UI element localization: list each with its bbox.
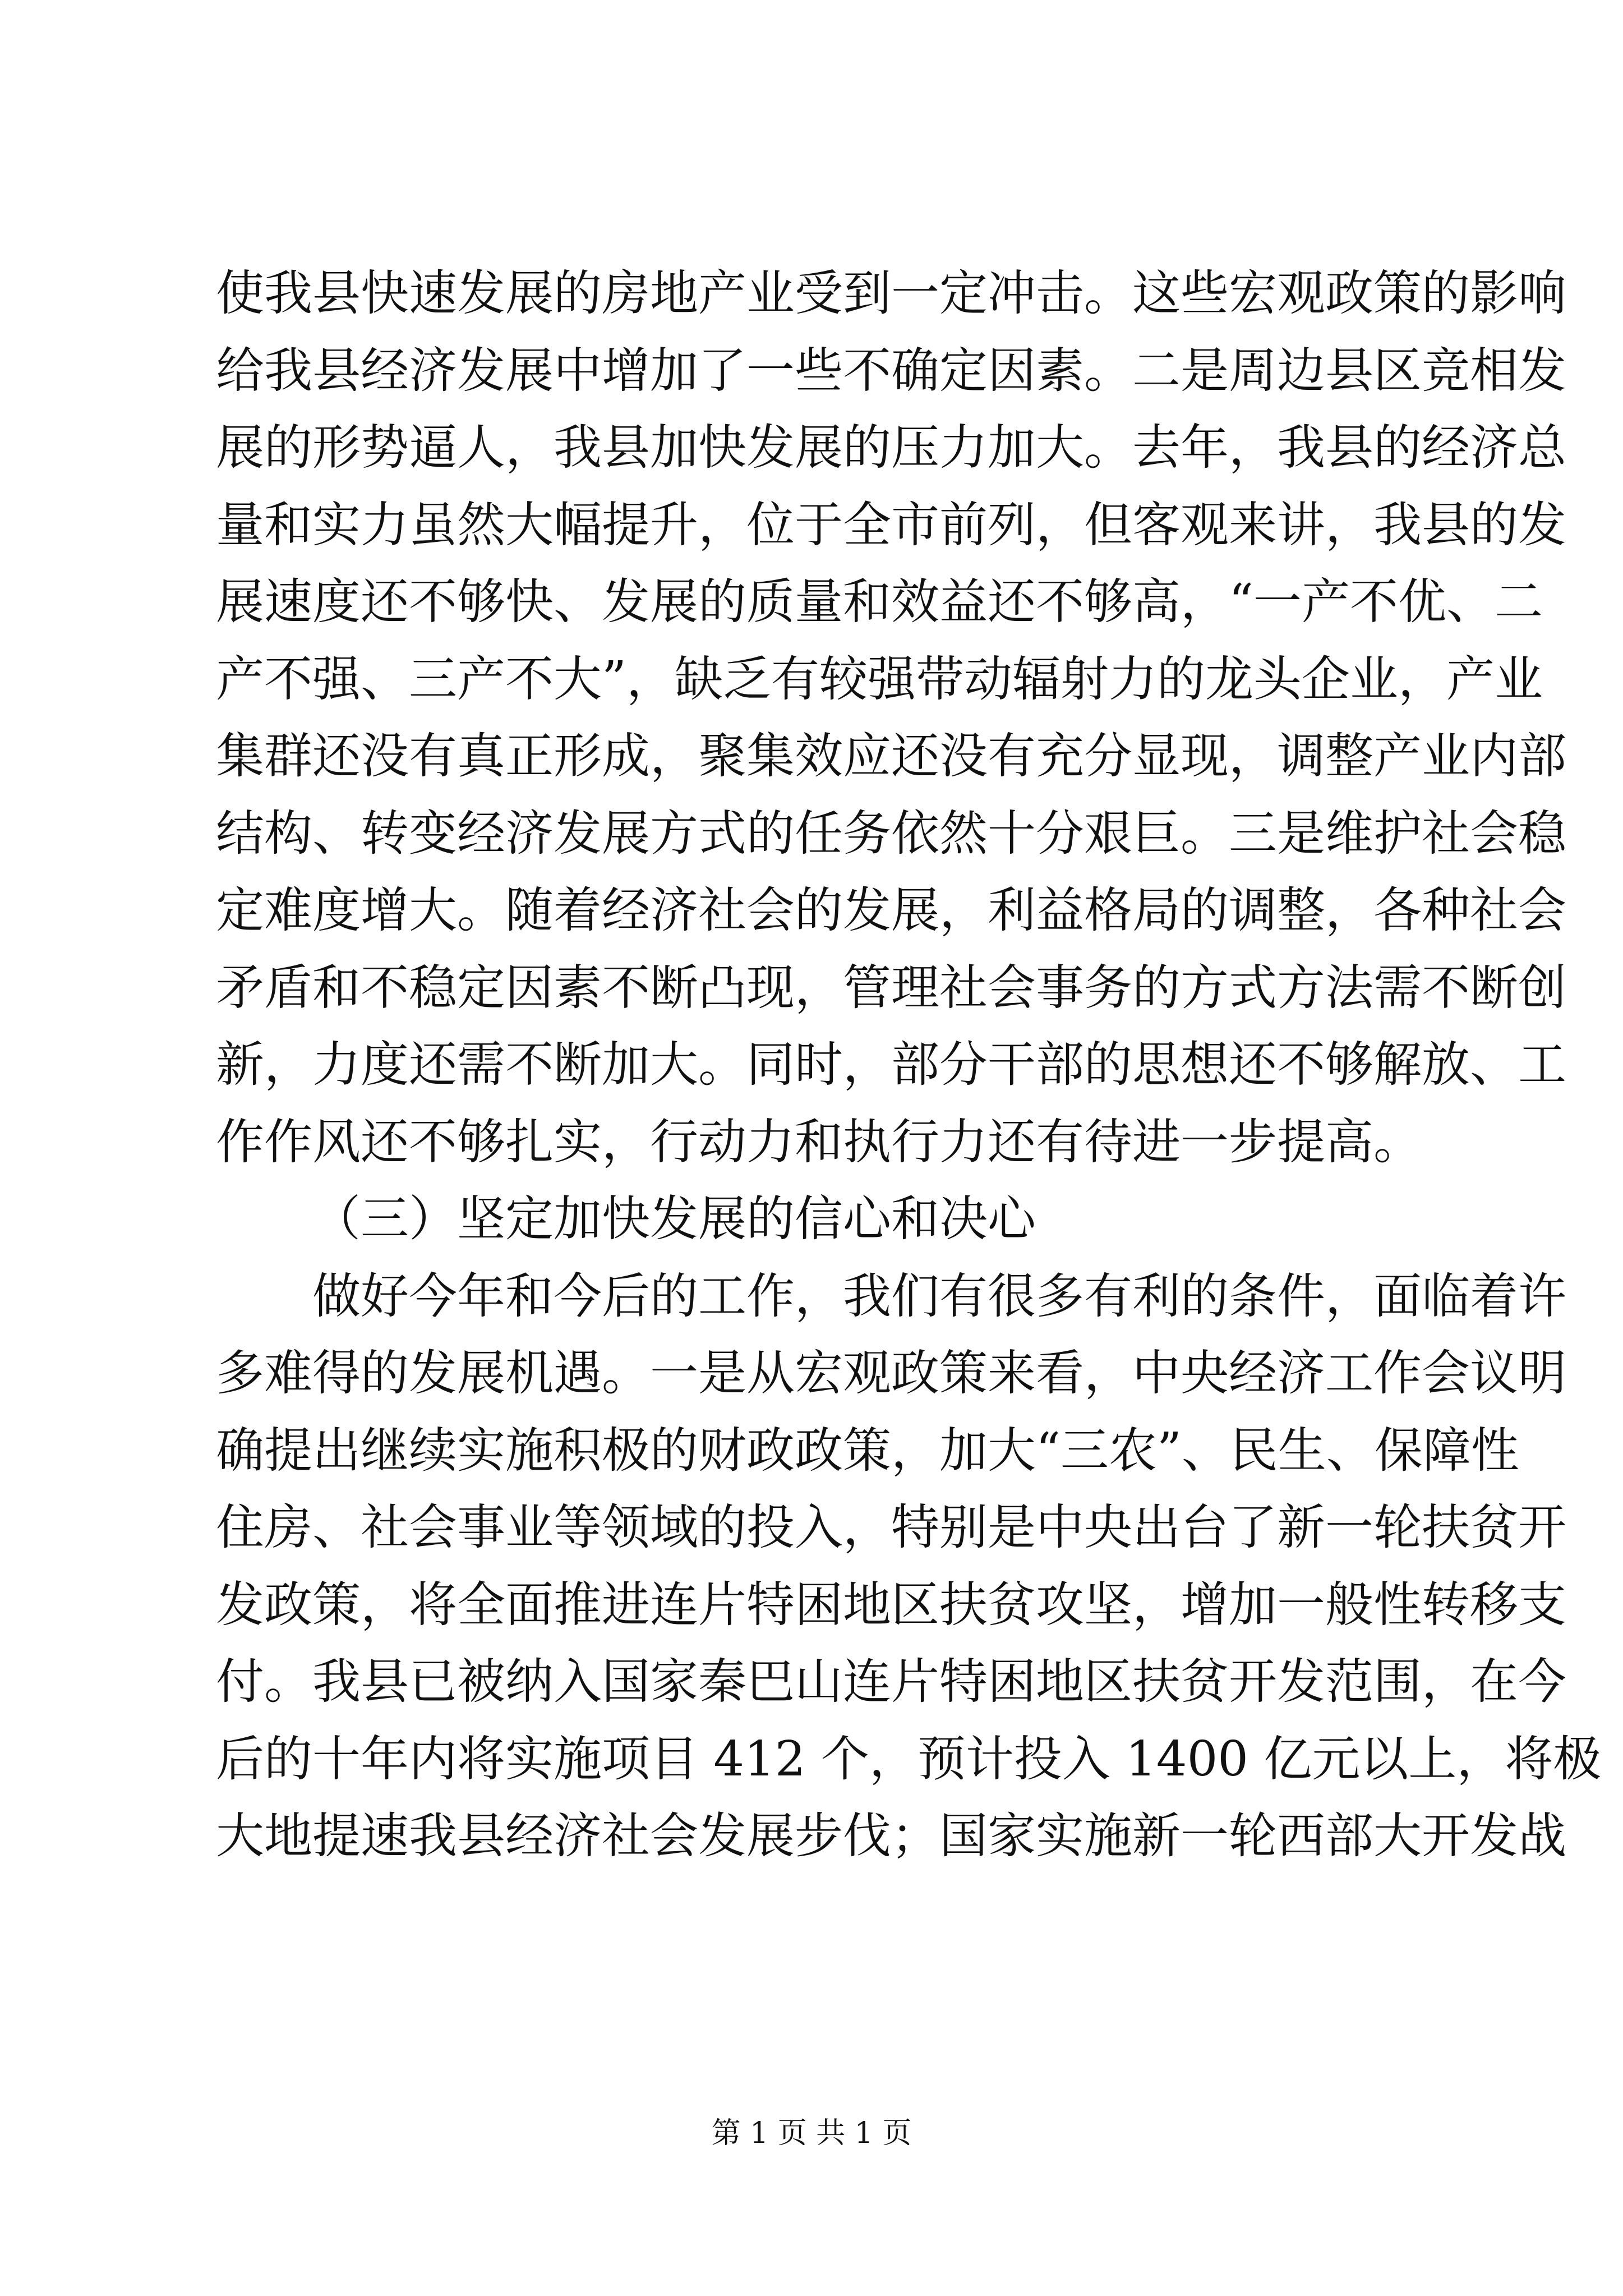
text-line-15: 多难得的发展机遇。一是从宏观政策来看，中央经济工作会议明 bbox=[216, 1345, 1566, 1401]
text-line-9: 定难度增大。随着经济社会的发展，利益格局的调整，各种社会 bbox=[216, 882, 1566, 938]
text-line-5: 展速度还不够快、发展的质量和效益还不够高，“一产不优、二 bbox=[216, 574, 1543, 630]
text-line-10: 矛盾和不稳定因素不断凸现，管理社会事务的方式方法需不断创 bbox=[216, 959, 1566, 1016]
text-line-2: 给我县经济发展中增加了一些不确定因素。二是周边县区竞相发 bbox=[216, 342, 1566, 399]
page-footer bbox=[0, 2109, 1623, 2151]
text-line-3: 展的形势逼人，我县加快发展的压力加大。去年，我县的经济总 bbox=[216, 420, 1566, 476]
page-number-label: 第 1 页 共 1 页 bbox=[711, 2116, 912, 2150]
text-line-12: 作作风还不够扎实，行动力和执行力还有待进一步提高。 bbox=[216, 1114, 1422, 1170]
text-line-14: 做好今年和今后的工作，我们有很多有利的条件，面临着许 bbox=[312, 1268, 1566, 1324]
text-line-18: 发政策，将全面推进连片特困地区扶贫攻坚，增加一般性转移支 bbox=[216, 1576, 1566, 1633]
text-line-21: 大地提速我县经济社会发展步伐；国家实施新一轮西部大开发战 bbox=[216, 1808, 1566, 1864]
text-line-17: 住房、社会事业等领域的投入，特别是中央出台了新一轮扶贫开 bbox=[216, 1499, 1566, 1556]
section-heading: （三）坚定加快发展的信心和决心 bbox=[312, 1191, 1036, 1247]
body-text bbox=[216, 255, 1602, 1875]
text-line-20: 后的十年内将实施项目 412 个，预计投入 1400 亿元以上，将极 bbox=[216, 1731, 1602, 1787]
text-line-1: 使我县快速发展的房地产业受到一定冲击。这些宏观政策的影响 bbox=[216, 265, 1566, 321]
text-line-8: 结构、转变经济发展方式的任务依然十分艰巨。三是维护社会稳 bbox=[216, 805, 1566, 862]
text-line-7: 集群还没有真正形成，聚集效应还没有充分显现，调整产业内部 bbox=[216, 728, 1566, 784]
text-line-16: 确提出继续实施积极的财政政策，加大“三农”、民生、保障性 bbox=[216, 1422, 1519, 1479]
text-line-6: 产不强、三产不大”，缺乏有较强带动辐射力的龙头企业，产业 bbox=[216, 651, 1543, 707]
text-line-19: 付。我县已被纳入国家秦巴山连片特困地区扶贫开发范围，在今 bbox=[216, 1654, 1566, 1710]
text-line-11: 新，力度还需不断加大。同时，部分干部的思想还不够解放、工 bbox=[216, 1037, 1566, 1093]
text-line-4: 量和实力虽然大幅提升，位于全市前列，但客观来讲，我县的发 bbox=[216, 496, 1566, 553]
